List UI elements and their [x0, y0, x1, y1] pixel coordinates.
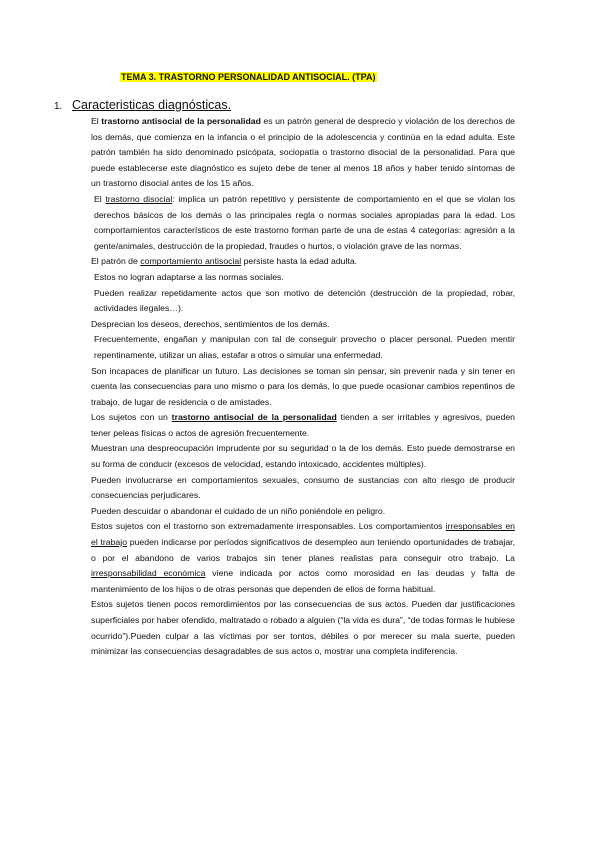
- paragraph-disocial: [91, 192, 515, 254]
- section-number: 1.: [54, 101, 63, 112]
- paragraph-norms: Estos no logran adaptarse a las normas sociales.: [94, 271, 284, 282]
- paragraph-recklessness: Muestran una despreocupación imprudente por su seguridad o la de los demás. Esto puede demostrarse en su forma de conducir (excesos de velocidad, estando intoxicado, accidentes múltiples).: [91, 443, 515, 470]
- underlined-term: comportamiento antisocial: [140, 256, 242, 267]
- text-run: es un patrón general de desprecio y violación de los derechos de los demás, que comienza en la infancia o el principio de la adolescencia y continúa en la edad adulta. Este patrón también ha sido denominado psicópata, sociopatía o trastorno disocial de la personalidad. Para que puede establecerse este diagnóstico es sujeto debe de tener al menos 18 años y haber tenido síntomas de un trastorno disocial antes de los 15 años.: [91, 116, 515, 189]
- underlined-term: trastorno disocial: [105, 193, 173, 204]
- paragraph-acts: Pueden realizar repetidamente actos que son motivo de detención (destrucción de la propiedad, robar, actividades ilegales…).: [94, 287, 515, 314]
- paragraph-remorse: Estos sujetos tienen pocos remordimientos por las consecuencias de sus actos. Pueden dar justificaciones superficiales por haber ofendido, maltratado o robado a alguien (“la vida es dura”, “de todas formas le hubiese ocurrido”).Pueden culpar a las víctimas por ser tontos, débiles o por merecer su mala suerte, pueden minimizar las consecuencias desagradables de sus actos o, mostrar una completa indiferencia.: [91, 599, 515, 657]
- paragraph-irresponsibility: [91, 519, 515, 597]
- paragraph-definition: [91, 114, 515, 192]
- paragraph-impulsivity: Son incapaces de planificar un futuro. Las decisiones se toman sin pensar, sin prevenir nada y sin tener en cuenta las consecuencias para uno mismo o para los demás, lo que puede ocasionar cambios repentinos de trabajo, de lugar de residencia o de amistades.: [91, 365, 515, 407]
- text-run: El patrón de: [91, 256, 141, 267]
- text-run: tienden a ser irritables y agresivos, pueden tener peleas físicas o actos de agresión frecuentemente.: [91, 412, 516, 438]
- text-run: viene indicada por actos como morosidad en las deudas y falta de mantenimiento de los hijos o de otras personas que dependen de ellos de forma habitual.: [91, 568, 516, 594]
- paragraph-deceit: Frecuentemente, engañan y manipulan con tal de conseguir provecho o placer personal. Pueden mentir repentinamente, utilizar un alias, estafar a otros o simular una enfermedad.: [94, 334, 515, 360]
- paragraph-neglect: Pueden descuidar o abandonar el cuidado de un niño poniéndole en peligro.: [91, 505, 386, 516]
- paragraph-disregard: Desprecian los deseos, derechos, sentimientos de los demás.: [91, 318, 330, 329]
- paragraph-risk: Pueden involucrarse en comportamientos sexuales, consumo de sustancias con alto riesgo de producir consecuencias perjudicares.: [91, 474, 515, 501]
- text-run: pueden indicarse por períodos significativos de desempleo aun teniendo oportunidades de trabajar, o por el abandono de varios trabajos sin tener planes realistas para conseguir otro trabajo. La: [91, 537, 515, 563]
- underlined-term: irresponsabilidad económica: [91, 568, 206, 579]
- text-run: El: [91, 116, 102, 126]
- bold-term: trastorno antisocial de la personalidad: [101, 116, 261, 126]
- paragraph-pattern: [91, 254, 515, 270]
- section-title: Caracteristicas diagnósticas.: [72, 98, 232, 112]
- text-run: Los sujetos con un: [91, 412, 172, 423]
- text-run: El: [94, 193, 106, 204]
- underlined-term: irresponsables en el trabajo: [91, 521, 515, 548]
- paragraph-aggression: [91, 410, 515, 441]
- document-body: [91, 114, 515, 660]
- text-run: : implica un patrón repetitivo y persistente de comportamiento en el que se violan los derechos básicos de los demás o las principales regla o normas sociales apropiadas para la edad. Los comportamientos característicos de este trastorno forman parte de una de estas 4 categorías: agresión a la gente/animales, destrucción de la propiedad, fraudes o hurtos, o violación grave de las normas.: [94, 193, 515, 251]
- section-heading: [54, 98, 231, 112]
- text-run: Estos sujetos con el trastorno son extremadamente irresponsables. Los comportamientos: [91, 521, 446, 532]
- document-title: TEMA 3. TRASTORNO PERSONALIDAD ANTISOCIAL. (TPA): [121, 72, 376, 82]
- bold-underlined-term: trastorno antisocial de la personalidad: [171, 412, 337, 423]
- text-run: persiste hasta la edad adulta.: [241, 256, 358, 267]
